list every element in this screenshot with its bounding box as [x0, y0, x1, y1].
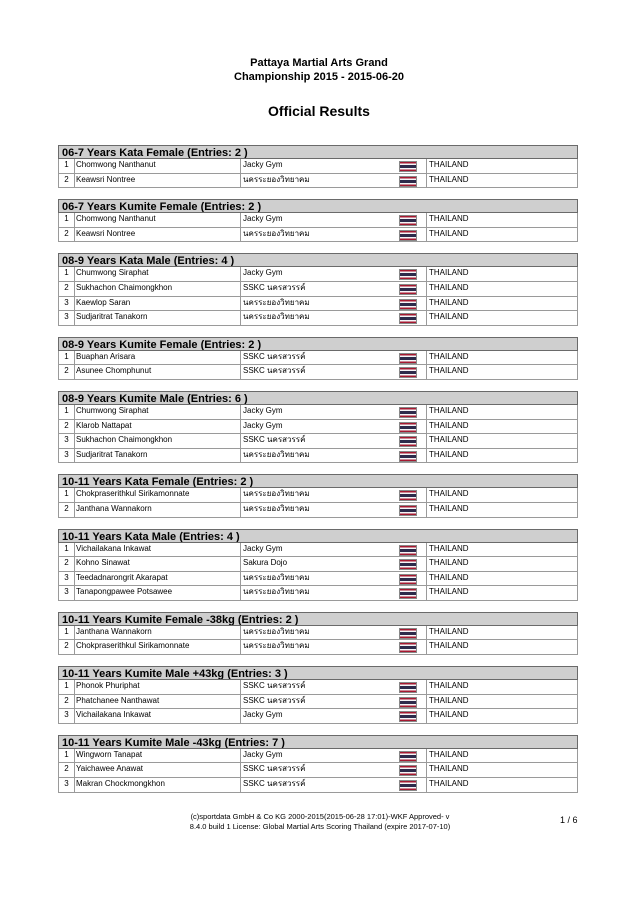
athlete-name: Vichailakana Inkawat: [76, 543, 241, 557]
club-name: Jacky Gym: [243, 420, 283, 430]
club-name: SSKC นครสวรรค์: [243, 779, 306, 789]
club-name: นครระยองวิทยาคม: [243, 626, 310, 636]
row-end-border: [577, 174, 578, 188]
result-row: [58, 405, 578, 420]
row-end-border: [577, 695, 578, 709]
place-cell: 2: [58, 282, 75, 296]
category-header: 08-9 Years Kata Male (Entries: 4 ): [58, 253, 578, 267]
country-name: THAILAND: [426, 174, 529, 188]
thailand-flag-icon: [399, 505, 417, 516]
athlete-name: Keawsri Nontree: [76, 174, 241, 188]
category-header: 10-11 Years Kata Female (Entries: 2 ): [58, 474, 578, 488]
thailand-flag-icon: [399, 559, 417, 570]
thailand-flag-icon: [399, 574, 417, 585]
category-header: 10-11 Years Kumite Male +43kg (Entries: 3 ): [58, 666, 578, 680]
results-section: [58, 199, 578, 242]
athlete-name: Sukhachon Chaimongkhon: [76, 282, 241, 296]
row-end-border: [577, 572, 578, 586]
result-row: [58, 282, 578, 297]
category-header: 06-7 Years Kata Female (Entries: 2 ): [58, 145, 578, 159]
country-name: THAILAND: [426, 557, 529, 571]
result-row: [58, 778, 578, 793]
country-name: THAILAND: [426, 626, 529, 640]
place-cell: 1: [58, 680, 75, 694]
row-end-border: [577, 159, 578, 173]
athlete-name: Sudjaritrat Tanakorn: [76, 449, 241, 463]
place-cell: 3: [58, 586, 75, 600]
results-section: [58, 529, 578, 601]
row-end-border: [577, 449, 578, 463]
athlete-name: Yaichawee Anawat: [76, 763, 241, 777]
thailand-flag-icon: [399, 176, 417, 187]
country-name: THAILAND: [426, 311, 529, 325]
club-name: นครระยองวิทยาคม: [243, 228, 310, 238]
thailand-flag-icon: [399, 642, 417, 653]
result-row: [58, 709, 578, 724]
club-name: นครระยองวิทยาคม: [243, 449, 310, 459]
footer-license: [140, 812, 500, 832]
thailand-flag-icon: [399, 711, 417, 722]
club-name: นครระยองวิทยาคม: [243, 503, 310, 513]
country-name: THAILAND: [426, 543, 529, 557]
category-header: 08-9 Years Kumite Female (Entries: 2 ): [58, 337, 578, 351]
place-cell: 2: [58, 695, 75, 709]
place-cell: 2: [58, 763, 75, 777]
club-name: นครระยองวิทยาคม: [243, 174, 310, 184]
thailand-flag-icon: [399, 451, 417, 462]
category-header: 06-7 Years Kumite Female (Entries: 2 ): [58, 199, 578, 213]
country-name: THAILAND: [426, 420, 529, 434]
athlete-name: Wingworn Tanapat: [76, 749, 241, 763]
place-cell: 1: [58, 159, 75, 173]
athlete-name: Makran Chockmongkhon: [76, 778, 241, 792]
thailand-flag-icon: [399, 161, 417, 172]
club-name: นครระยองวิทยาคม: [243, 587, 310, 597]
place-cell: 1: [58, 213, 75, 227]
club-name: Sakura Dojo: [243, 558, 288, 568]
place-cell: 2: [58, 228, 75, 242]
place-cell: 1: [58, 488, 75, 502]
result-row: [58, 213, 578, 228]
result-row: [58, 572, 578, 587]
athlete-name: Chokpraserithkul Sirikamonnate: [76, 640, 241, 654]
thailand-flag-icon: [399, 422, 417, 433]
result-row: [58, 228, 578, 243]
result-row: [58, 267, 578, 282]
result-row: [58, 557, 578, 572]
place-cell: 3: [58, 297, 75, 311]
place-cell: 1: [58, 626, 75, 640]
results-section: [58, 253, 578, 325]
thailand-flag-icon: [399, 765, 417, 776]
thailand-flag-icon: [399, 545, 417, 556]
result-row: [58, 311, 578, 326]
athlete-name: Chumwong Siraphat: [76, 405, 241, 419]
row-end-border: [577, 586, 578, 600]
result-row: [58, 763, 578, 778]
place-cell: 3: [58, 709, 75, 723]
category-header: 10-11 Years Kumite Male -43kg (Entries: 7 ): [58, 735, 578, 749]
athlete-name: Keawsri Nontree: [76, 228, 241, 242]
club-name: Jacky Gym: [243, 543, 283, 553]
result-row: [58, 543, 578, 558]
club-name: นครระยองวิทยาคม: [243, 489, 310, 499]
country-name: THAILAND: [426, 709, 529, 723]
result-row: [58, 297, 578, 312]
row-end-border: [577, 503, 578, 517]
row-end-border: [577, 709, 578, 723]
country-name: THAILAND: [426, 488, 529, 502]
event-title-line2: Championship 2015 - 2015-06-20: [234, 71, 404, 83]
place-cell: 1: [58, 749, 75, 763]
row-end-border: [577, 420, 578, 434]
athlete-name: Chomwong Nanthanut: [76, 213, 241, 227]
row-end-border: [577, 267, 578, 281]
row-end-border: [577, 543, 578, 557]
country-name: THAILAND: [426, 572, 529, 586]
club-name: SSKC นครสวรรค์: [243, 351, 306, 361]
result-row: [58, 449, 578, 464]
result-row: [58, 749, 578, 764]
country-name: THAILAND: [426, 749, 529, 763]
place-cell: 1: [58, 405, 75, 419]
result-row: [58, 626, 578, 641]
result-row: [58, 586, 578, 601]
country-name: THAILAND: [426, 680, 529, 694]
athlete-name: Vichailakana Inkawat: [76, 709, 241, 723]
athlete-name: Sudjaritrat Tanakorn: [76, 311, 241, 325]
page-number: 1 / 6: [560, 815, 578, 825]
country-name: THAILAND: [426, 159, 529, 173]
place-cell: 1: [58, 267, 75, 281]
thailand-flag-icon: [399, 215, 417, 226]
thailand-flag-icon: [399, 407, 417, 418]
club-name: Jacky Gym: [243, 268, 283, 278]
club-name: SSKC นครสวรรค์: [243, 282, 306, 292]
athlete-name: Buaphan Arisara: [76, 351, 241, 365]
club-name: Jacky Gym: [243, 405, 283, 415]
row-end-border: [577, 311, 578, 325]
thailand-flag-icon: [399, 436, 417, 447]
athlete-name: Klarob Nattapat: [76, 420, 241, 434]
place-cell: 2: [58, 557, 75, 571]
thailand-flag-icon: [399, 682, 417, 693]
country-name: THAILAND: [426, 351, 529, 365]
athlete-name: Kaewlop Saran: [76, 297, 241, 311]
row-end-border: [577, 228, 578, 242]
results-section: [58, 735, 578, 793]
footer-line1: (c)sportdata GmbH & Co KG 2000-2015(2015-06-28 17:01)-WKF Approved- v: [190, 812, 450, 821]
country-name: THAILAND: [426, 297, 529, 311]
athlete-name: Kohno Sinawat: [76, 557, 241, 571]
place-cell: 3: [58, 434, 75, 448]
thailand-flag-icon: [399, 780, 417, 791]
place-cell: 2: [58, 503, 75, 517]
athlete-name: Phonok Phuriphat: [76, 680, 241, 694]
thailand-flag-icon: [399, 353, 417, 364]
country-name: THAILAND: [426, 228, 529, 242]
place-cell: 2: [58, 420, 75, 434]
result-row: [58, 434, 578, 449]
result-row: [58, 695, 578, 710]
row-end-border: [577, 434, 578, 448]
results-section: [58, 337, 578, 380]
row-end-border: [577, 640, 578, 654]
athlete-name: Chokpraserithkul Sirikamonnate: [76, 488, 241, 502]
row-end-border: [577, 557, 578, 571]
country-name: THAILAND: [426, 405, 529, 419]
results-section: [58, 145, 578, 188]
club-name: Jacky Gym: [243, 160, 283, 169]
country-name: THAILAND: [426, 282, 529, 296]
club-name: Jacky Gym: [243, 214, 283, 224]
thailand-flag-icon: [399, 230, 417, 241]
row-end-border: [577, 213, 578, 227]
row-end-border: [577, 763, 578, 777]
result-row: [58, 365, 578, 380]
results-title: Official Results: [268, 103, 370, 119]
athlete-name: Phatchanee Nanthawat: [76, 695, 241, 709]
club-name: นครระยองวิทยาคม: [243, 312, 310, 322]
country-name: THAILAND: [426, 586, 529, 600]
country-name: THAILAND: [426, 213, 529, 227]
thailand-flag-icon: [399, 588, 417, 599]
footer-line2: 8.4.0 build 1 License: Global Martial Arts Scoring Thailand (expire 2017-07-10): [189, 822, 451, 831]
result-row: [58, 159, 578, 174]
athlete-name: Janthana Wannakorn: [76, 626, 241, 640]
result-row: [58, 488, 578, 503]
club-name: นครระยองวิทยาคม: [243, 572, 310, 582]
country-name: THAILAND: [426, 365, 529, 379]
results-section: [58, 612, 578, 655]
thailand-flag-icon: [399, 367, 417, 378]
club-name: SSKC นครสวรรค์: [243, 366, 306, 376]
club-name: SSKC นครสวรรค์: [243, 435, 306, 445]
club-name: SSKC นครสวรรค์: [243, 695, 306, 705]
event-title-line1: Pattaya Martial Arts Grand: [250, 57, 388, 69]
club-name: นครระยองวิทยาคม: [243, 641, 310, 651]
place-cell: 3: [58, 778, 75, 792]
club-name: SSKC นครสวรรค์: [243, 681, 306, 691]
result-row: [58, 174, 578, 189]
results-section: [58, 666, 578, 724]
athlete-name: Teedadnarongrit Akarapat: [76, 572, 241, 586]
row-end-border: [577, 778, 578, 792]
country-name: THAILAND: [426, 503, 529, 517]
club-name: นครระยองวิทยาคม: [243, 297, 310, 307]
athlete-name: Asunee Chomphunut: [76, 365, 241, 379]
athlete-name: Chomwong Nanthanut: [76, 159, 241, 173]
athlete-name: Tanapongpawee Potsawee: [76, 586, 241, 600]
thailand-flag-icon: [399, 628, 417, 639]
place-cell: 2: [58, 365, 75, 379]
country-name: THAILAND: [426, 449, 529, 463]
athlete-name: Chumwong Siraphat: [76, 267, 241, 281]
thailand-flag-icon: [399, 751, 417, 762]
result-row: [58, 680, 578, 695]
thailand-flag-icon: [399, 269, 417, 280]
place-cell: 3: [58, 572, 75, 586]
row-end-border: [577, 365, 578, 379]
row-end-border: [577, 282, 578, 296]
thailand-flag-icon: [399, 313, 417, 324]
category-header: 08-9 Years Kumite Male (Entries: 6 ): [58, 391, 578, 405]
club-name: Jacky Gym: [243, 749, 283, 759]
result-row: [58, 640, 578, 655]
row-end-border: [577, 749, 578, 763]
result-row: [58, 351, 578, 366]
place-cell: 1: [58, 351, 75, 365]
athlete-name: Janthana Wannakorn: [76, 503, 241, 517]
place-cell: 3: [58, 311, 75, 325]
club-name: SSKC นครสวรรค์: [243, 764, 306, 774]
country-name: THAILAND: [426, 695, 529, 709]
row-end-border: [577, 626, 578, 640]
row-end-border: [577, 488, 578, 502]
country-name: THAILAND: [426, 267, 529, 281]
country-name: THAILAND: [426, 778, 529, 792]
place-cell: 2: [58, 174, 75, 188]
category-header: 10-11 Years Kumite Female -38kg (Entries: 2 ): [58, 612, 578, 626]
row-end-border: [577, 351, 578, 365]
place-cell: 2: [58, 640, 75, 654]
results-section: [58, 391, 578, 463]
country-name: THAILAND: [426, 640, 529, 654]
category-header: 10-11 Years Kata Male (Entries: 4 ): [58, 529, 578, 543]
thailand-flag-icon: [399, 490, 417, 501]
thailand-flag-icon: [399, 697, 417, 708]
place-cell: 3: [58, 449, 75, 463]
results-list: [58, 145, 578, 804]
thailand-flag-icon: [399, 299, 417, 310]
result-row: [58, 503, 578, 518]
country-name: THAILAND: [426, 434, 529, 448]
country-name: THAILAND: [426, 763, 529, 777]
place-cell: 1: [58, 543, 75, 557]
athlete-name: Sukhachon Chaimongkhon: [76, 434, 241, 448]
results-section: [58, 474, 578, 517]
row-end-border: [577, 297, 578, 311]
thailand-flag-icon: [399, 284, 417, 295]
row-end-border: [577, 680, 578, 694]
result-row: [58, 420, 578, 435]
club-name: Jacky Gym: [243, 710, 283, 720]
row-end-border: [577, 405, 578, 419]
